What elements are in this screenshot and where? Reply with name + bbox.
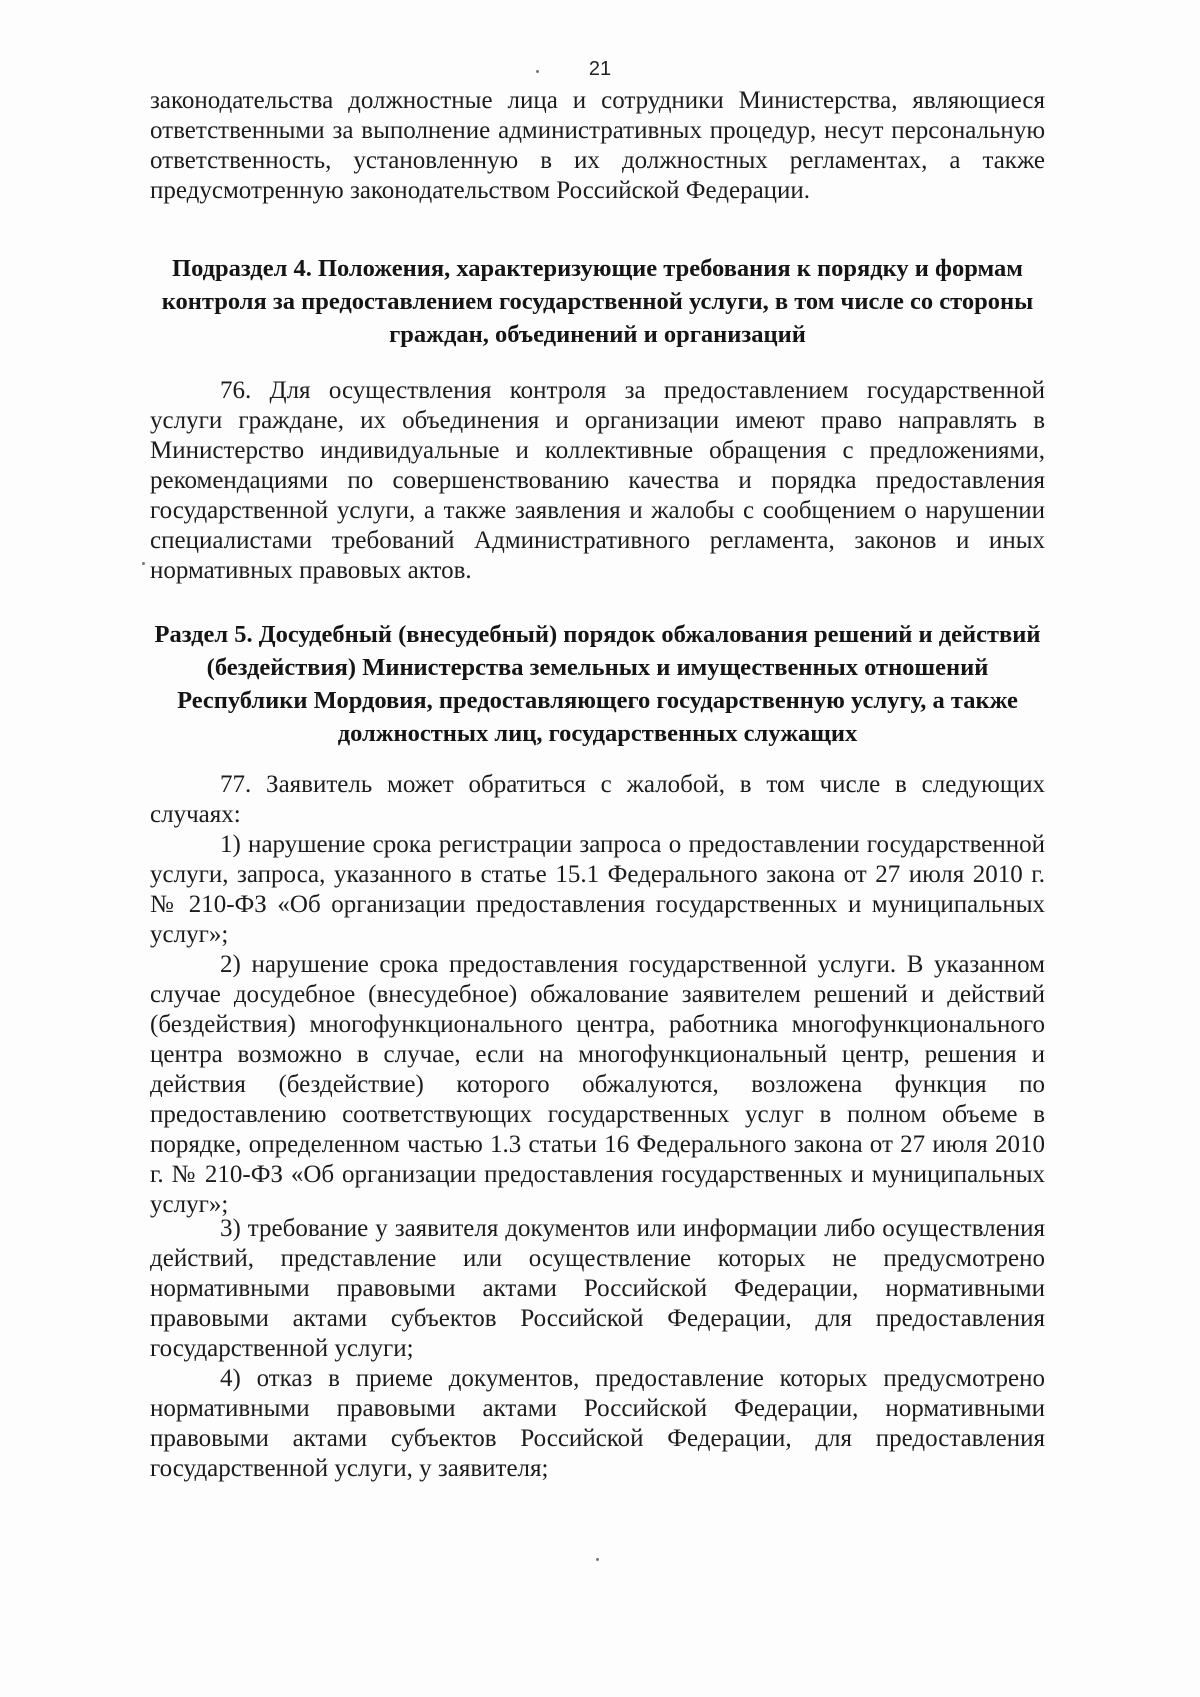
- page-number: 21: [588, 58, 612, 80]
- intro-paragraph: законодательства должностные лица и сотрудники Министерства, являющиеся ответственными за выполнение административных процедур, несут персональную ответственность, установленную в их должностных регламентах, а также предусмотренную законодательством Российской Федерации.: [150, 87, 1045, 204]
- list-item-2: 2) нарушение срока предоставления государственной услуги. В указанном случае досудебное (внесудебное) обжалование заявителем решений и действий (бездействия) многофункционального центра, работника многофункционального центра возможно в случае, если на многофункциональный центр, решения и действия (бездействие) которого обжалуются, возложена функция по предоставлению соответствующих государственных услуг в полном объеме в порядке, определенном частью 1.3 статьи 16 Федерального закона от 27 июля 2010 г. № 210-ФЗ «Об организации предоставления государственных и муниципальных услуг»;: [150, 951, 1045, 1218]
- paragraph-76: 76. Для осуществления контроля за предоставлением государственной услуги граждане, их объединения и организации имеют право направлять в Министерство индивидуальные и коллективные обращения с предложениями, рекомендациями по совершенствованию качества и порядка предоставления государственной услуги, а также заявления и жалобы с сообщением о нарушении специалистами требований Административного регламента, законов и иных нормативных правовых актов.: [150, 377, 1045, 584]
- scan-speck: [142, 562, 145, 565]
- scan-speck: [536, 70, 539, 73]
- section-5-heading: Раздел 5. Досудебный (внесудебный) порядок обжалования решений и действий (бездействия) Министерства земельных и имущественных отношений Республики Мордовия, предоставляющего государственную услугу, а также должностных лиц, государственных служащих: [154, 621, 1041, 747]
- list-item-1: 1) нарушение срока регистрации запроса о предоставлении государственной услуги, запроса, указанного в статье 15.1 Федерального закона от 27 июля 2010 г. № 210-ФЗ «Об организации предоставления государственных и муниципальных услуг»;: [150, 831, 1045, 948]
- list-item-3: 3) требование у заявителя документов или информации либо осуществления действий, представление или осуществление которых не предусмотрено нормативными правовыми актами Российской Федерации, нормативными правовыми актами субъектов Российской Федерации, для предоставления государственной услуги;: [150, 1215, 1045, 1362]
- scan-speck: [596, 1558, 599, 1561]
- list-item-4: 4) отказ в приеме документов, предоставление которых предусмотрено нормативными правовыми актами Российской Федерации, нормативными правовыми актами субъектов Российской Федерации, для предоставления государственной услуги, у заявителя;: [150, 1365, 1045, 1482]
- subsection-4-heading: Подраздел 4. Положения, характеризующие требования к порядку и формам контроля за предоставлением государственной услуги, в том числе со стороны граждан, объединений и организаций: [161, 255, 1034, 348]
- paragraph-77: 77. Заявитель может обратиться с жалобой, в том числе в следующих случаях:: [150, 771, 1045, 828]
